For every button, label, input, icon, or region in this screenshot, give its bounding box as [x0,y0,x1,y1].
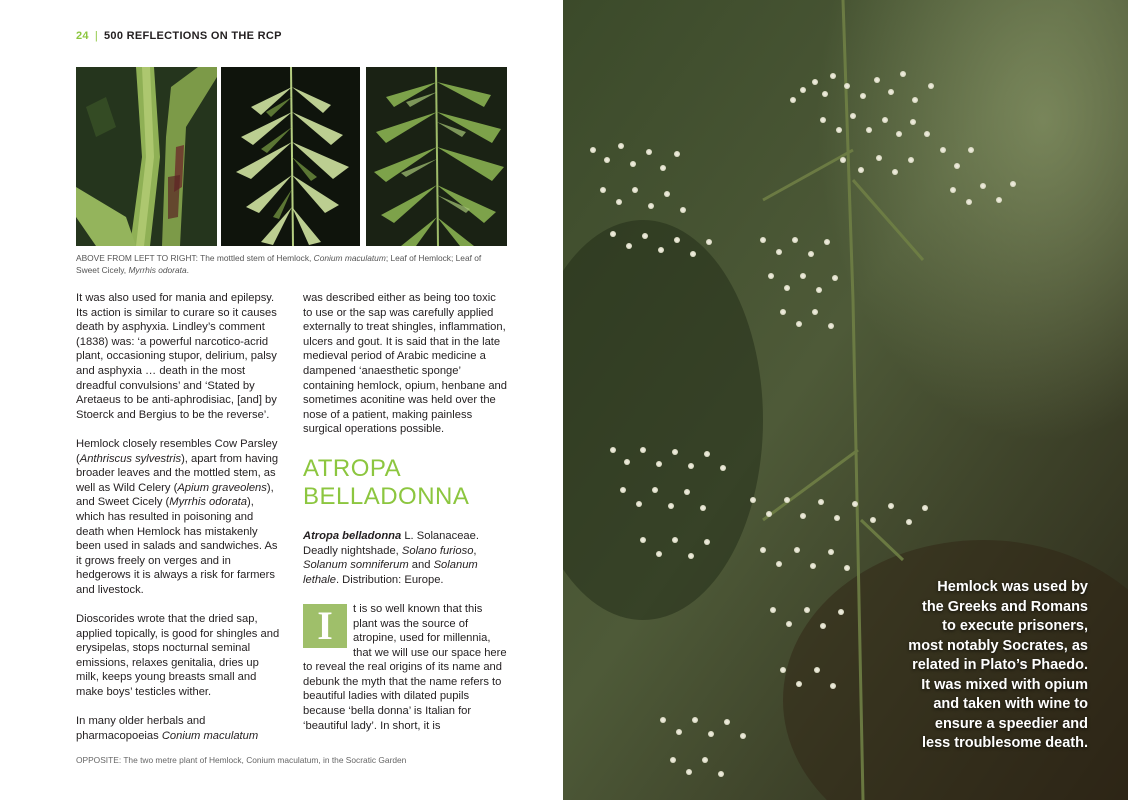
photo-sweet-cicely-leaf [366,67,507,246]
text-run: , [473,544,477,557]
text-run-italic: Solanum lethale [303,559,478,586]
photo-hemlock-stem [76,67,217,246]
pull-quote-line: It was mixed with opium [921,676,1088,693]
pull-quote [828,578,1088,754]
text-run: ), and Sweet Cicely ( [76,481,274,509]
text-run: L. Solanaceae. Deadly nightshade, [303,529,479,557]
header-separator: | [94,30,99,42]
pull-quote-line: ensure a speedier and [934,715,1088,732]
text-run-italic: Solano furioso [401,544,474,557]
text-run: Hemlock closely resembles Cow Parsley ( [76,437,278,465]
paragraph [76,714,281,743]
pull-quote-line: the Greeks and Romans [922,598,1088,615]
book-title: 500 REFLECTIONS ON THE RCP [104,30,282,42]
text-run-italic: Myrrhis odorata [169,496,247,509]
text-run-italic: Solanum somniferum [303,559,409,572]
text-column-2 [303,291,508,748]
opposite-caption: OPPOSITE: The two metre plant of Hemlock, Conium maculatum, in the Socratic Garden [76,755,407,765]
text-run-italic: Apium graveolens [177,481,267,494]
paragraph: It was also used for mania and epilepsy. Its action is similar to curare so it causes death by asphyxia. Lindley’s comment (1838) was: ‘a powerful narcotico-acrid plant, occasioning stupor, delirium, palsy and asphyxia … death in the most dreadful convulsions’ and ‘Stated by Aretaeus to be anti-aphrodisiac, [and] by Stoerck and Bergius to be the reverse’. [76,292,277,421]
text-run: In many older herbals and pharmacopoeias [76,715,206,742]
species-name: Atropa belladonna [303,529,402,542]
text-run: and [408,559,434,572]
section-heading [303,455,508,511]
paragraph [303,602,508,733]
pull-quote-line: Hemlock was used by [937,579,1088,595]
text-run-italic: Anthriscus sylvestris [79,452,182,465]
species-description [303,529,508,587]
text-run: ), which has resulted in poisoning and death when Hemlock has mistakenly been used in salads and sandwiches. As it grows freely on verges and in hedgerows it is always a risk for farmers and livestock. [76,496,278,596]
pull-quote-line: related in Plato’s Phaedo. [912,657,1088,673]
caption-italic: Myrrhis odorata [128,265,187,275]
text-run: ), apart from having broader leaves and the mottled stem, as well as Wild Celery ( [76,452,279,494]
caption-text: ; Leaf of Hemlock; Leaf of Sweet Cicely, [76,253,482,275]
page-number: 24 [76,30,89,42]
caption-italic: Conium maculatum [313,253,386,263]
pull-quote-line: less troublesome death. [922,735,1088,751]
caption-text: . [186,265,189,275]
paragraph: was described either as being too toxic to use or the sap was carefully applied externally to treat shingles, inflammation, ulcers and gout. It is said that in the late medieval period of Arabic medicine a dampened ‘anaesthetic sponge’ containing hemlock, opium, henbane and sometimes aconitine was held over the nose of a patient, making painless surgical operations possible. [303,292,508,436]
text-run-italic: Conium maculatum [161,729,259,742]
drop-cap: I [303,604,347,648]
pull-quote-line: and taken with wine to [933,696,1088,712]
text-column-1 [76,291,281,758]
text-run: . Distribution: Europe. [335,573,444,586]
hemlock-photo [563,0,1128,800]
pull-quote-line: most notably Socrates, as [908,637,1088,654]
caption-text: ABOVE FROM LEFT TO RIGHT: The mottled stem of Hemlock, [76,253,314,263]
pull-quote-line: to execute prisoners, [942,618,1088,634]
text-run: t is so well known that this plant was the source of atropine, used for millennia, that we will use our space here to reveal the real origins of its name and debunk the myth that the name refers to beautiful ladies with dilated pupils because ‘bella donna’ is Italian for ‘beautiful lady’. In short, it is [303,602,507,732]
paragraph: Dioscorides wrote that the dried sap, applied topically, is good for shingles and erysipelas, stops nocturnal seminal emissions, relaxes genitalia, dries up milk, keeps young breasts small and make boys’ testicles wither. [76,613,280,699]
heading-line: BELLADONNA [303,482,470,510]
photo-hemlock-leaf [221,67,360,246]
running-head [76,30,282,42]
paragraph [76,437,281,598]
left-page [0,0,563,800]
photo-caption [76,252,496,276]
heading-line: ATROPA [303,454,402,482]
